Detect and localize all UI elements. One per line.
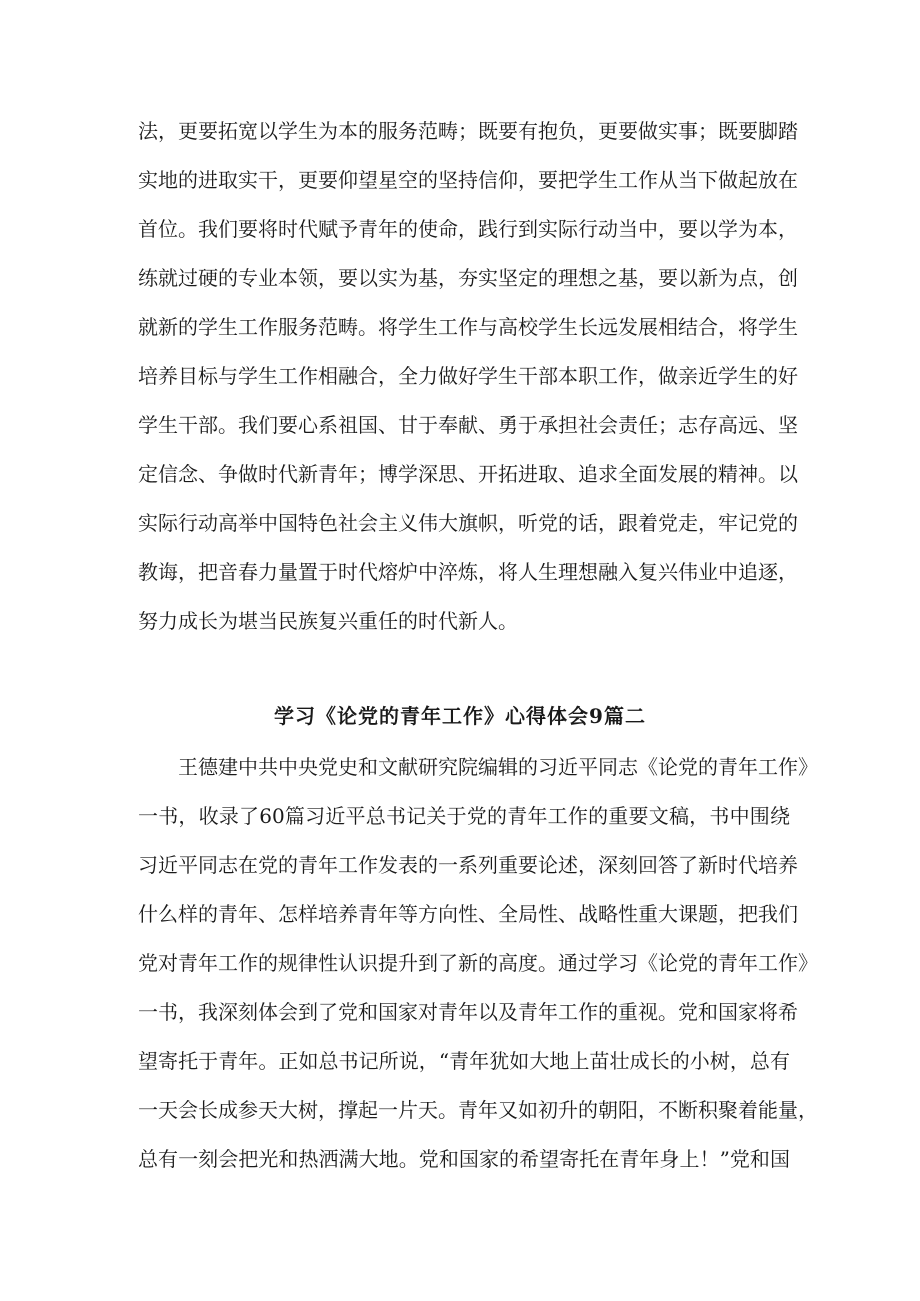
paragraph-line: 一书，收录了60篇习近平总书记关于党的青年工作的重要文稿，书中围绕 (138, 804, 790, 828)
paragraph-line: 一天会长成参天大树，撑起一片天。青年又如初升的朝阳，不断积聚着能量， (138, 1098, 818, 1122)
paragraph-line: 培养目标与学生工作相融合，全力做好学生干部本职工作，做亲近学生的好 (138, 364, 798, 388)
section-heading: 学习《论党的青年工作》心得体会9篇二 (274, 704, 646, 728)
paragraph-line: 学生干部。我们要心系祖国、甘于奉献、勇于承担社会责任；志存高远、坚 (138, 413, 798, 437)
paragraph-line: 什么样的青年、怎样培养青年等方向性、全局性、战略性重大课题，把我们 (138, 902, 798, 926)
paragraph-line: 党对青年工作的规律性认识提升到了新的高度。通过学习《论党的青年工作》 (138, 951, 818, 975)
paragraph-line: 王德建中共中央党史和文献研究院编辑的习近平同志《论党的青年工作》 (178, 755, 818, 779)
paragraph-line: 就新的学生工作服务范畴。将学生工作与高校学生长远发展相结合，将学生 (138, 315, 798, 339)
paragraph-line: 法，更要拓宽以学生为本的服务范畴；既要有抱负，更要做实事；既要脚踏 (138, 119, 798, 143)
paragraph-line: 习近平同志在党的青年工作发表的一系列重要论述，深刻回答了新时代培养 (138, 853, 798, 877)
paragraph-line: 实地的进取实干，更要仰望星空的坚持信仰，要把学生工作从当下做起放在 (138, 168, 798, 192)
paragraph-line: 实际行动高举中国特色社会主义伟大旗帜，听党的话，跟着党走，牢记党的 (138, 511, 798, 535)
paragraph-line: 努力成长为堪当民族复兴重任的时代新人。 (138, 609, 518, 633)
paragraph-line: 定信念、争做时代新青年；博学深思、开拓进取、追求全面发展的精神。以 (138, 462, 798, 486)
paragraph-line: 望寄托于青年。正如总书记所说，“青年犹如大地上苗壮成长的小树，总有 (138, 1049, 790, 1073)
paragraph-line: 练就过硬的专业本领，要以实为基，夯实坚定的理想之基，要以新为点，创 (138, 266, 798, 290)
paragraph-line: 总有一刻会把光和热洒满大地。党和国家的希望寄托在青年身上！”党和国 (138, 1147, 790, 1171)
paragraph-line: 教诲，把音春力量置于时代熔炉中淬炼，将人生理想融入复兴伟业中追逐， (138, 560, 798, 584)
paragraph-line: 首位。我们要将时代赋予青年的使命，践行到实际行动当中，要以学为本， (138, 217, 798, 241)
paragraph-line: 一书，我深刻体会到了党和国家对青年以及青年工作的重视。党和国家将希 (138, 1000, 798, 1024)
